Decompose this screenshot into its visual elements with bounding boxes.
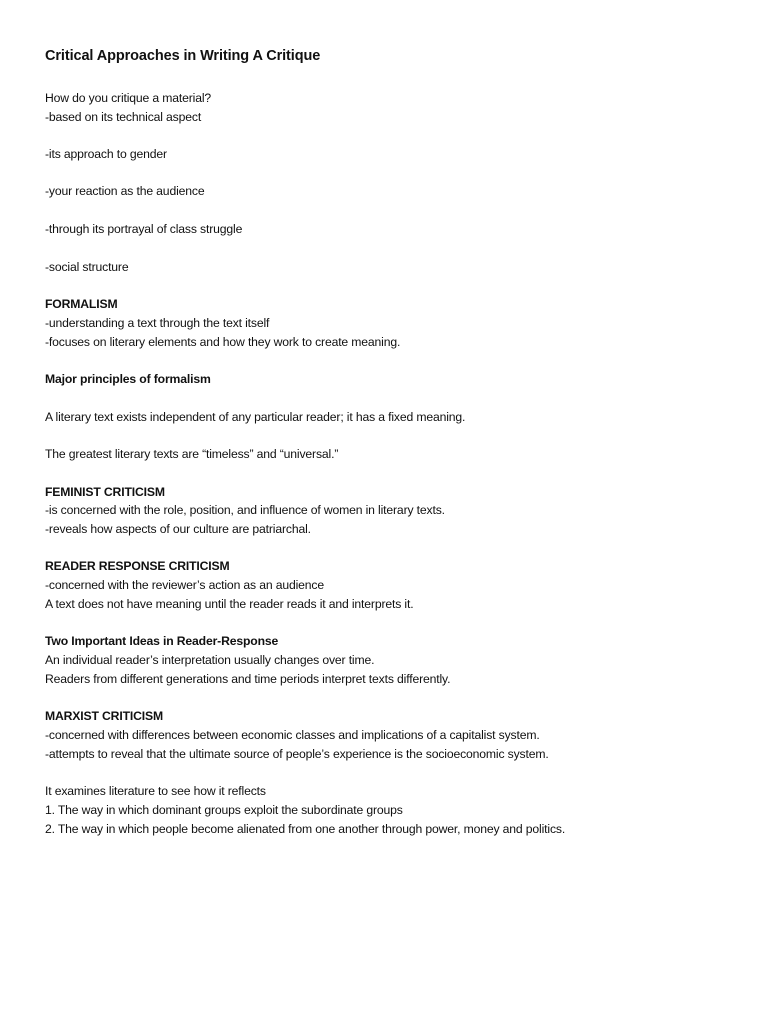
intro-item: -social structure: [45, 260, 129, 274]
reader-response-ideas-heading: Two Important Ideas in Reader-Response: [45, 634, 279, 648]
intro-item: -its approach to gender: [45, 147, 167, 161]
marxist-examines-item: 2. The way in which people become alienated from one another through power, money and politics.: [45, 822, 566, 836]
reader-response-idea: An individual reader’s interpretation usually changes over time.: [45, 653, 375, 667]
reader-response-idea: Readers from different generations and time periods interpret texts differently.: [45, 672, 451, 686]
intro-item: -through its portrayal of class struggle: [45, 222, 243, 236]
intro-item: -based on its technical aspect: [45, 110, 202, 124]
feminist-line: -is concerned with the role, position, and influence of women in literary texts.: [45, 503, 445, 517]
feminist-line: -reveals how aspects of our culture are patriarchal.: [45, 522, 311, 536]
document-title: Critical Approaches in Writing A Critique: [45, 48, 321, 64]
marxist-examines-intro: It examines literature to see how it reflects: [45, 784, 266, 798]
reader-response-heading: READER RESPONSE CRITICISM: [45, 559, 230, 573]
marxist-line: -attempts to reveal that the ultimate source of people’s experience is the socioeconomic system.: [45, 747, 549, 761]
formalism-principles-heading: Major principles of formalism: [45, 372, 211, 386]
reader-response-line: A text does not have meaning until the reader reads it and interprets it.: [45, 597, 414, 611]
intro-question: How do you critique a material?: [45, 91, 212, 105]
formalism-line: -understanding a text through the text itself: [45, 316, 270, 330]
marxist-heading: MARXIST CRITICISM: [45, 709, 163, 723]
feminist-heading: FEMINIST CRITICISM: [45, 485, 165, 499]
formalism-heading: FORMALISM: [45, 297, 118, 311]
formalism-line: -focuses on literary elements and how they work to create meaning.: [45, 335, 401, 349]
reader-response-line: -concerned with the reviewer’s action as an audience: [45, 578, 324, 592]
intro-item: -your reaction as the audience: [45, 184, 205, 198]
marxist-line: -concerned with differences between economic classes and implications of a capitalist system.: [45, 728, 540, 742]
formalism-principle: A literary text exists independent of any particular reader; it has a fixed meaning.: [45, 410, 466, 424]
marxist-examines-item: 1. The way in which dominant groups exploit the subordinate groups: [45, 803, 403, 817]
formalism-principle: The greatest literary texts are “timeless” and “universal.”: [45, 447, 339, 461]
